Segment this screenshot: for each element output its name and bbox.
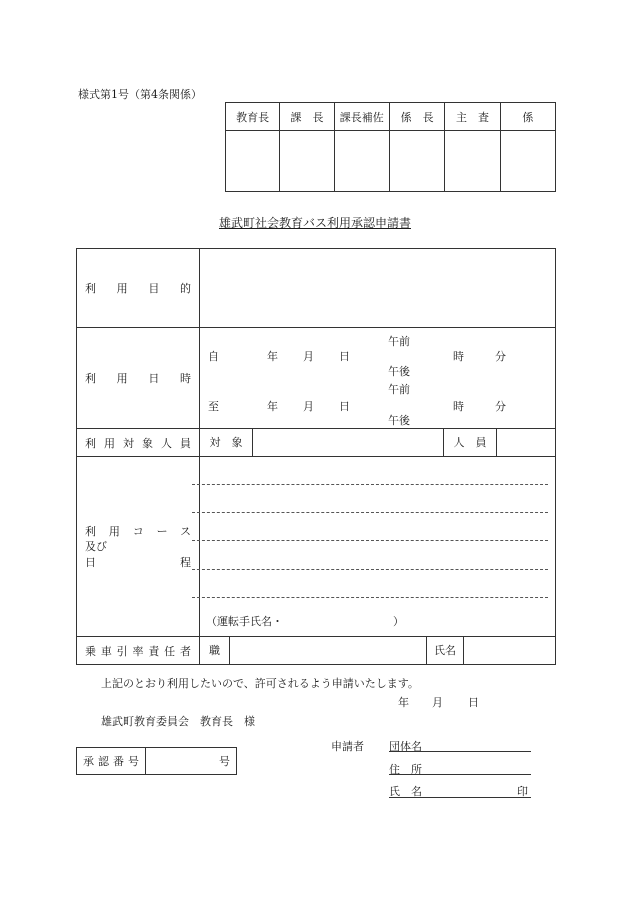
hour-label: 時 [453, 400, 464, 413]
date-day: 日 [468, 696, 479, 709]
stamp-box[interactable] [334, 131, 389, 192]
datetime-label-cell [77, 328, 200, 429]
leader-label-cell [77, 637, 200, 665]
target-input[interactable] [253, 429, 444, 456]
address-label: 住 所 [389, 763, 422, 776]
approval-stamp-table [225, 102, 556, 192]
approval-number-suffix: 号 [219, 755, 230, 768]
pm-label: 午後 [388, 365, 410, 378]
persons-input[interactable] [497, 429, 572, 456]
date-year: 年 [398, 696, 409, 709]
date-month: 月 [432, 696, 443, 709]
addressee: 雄武町教育委員会 教育長 様 [101, 715, 255, 728]
stamp-header: 係 長 [389, 103, 444, 131]
leader-label: 乗車引率責任者 [85, 644, 191, 658]
org-label: 団体名 [389, 740, 422, 753]
leader-name-input[interactable] [464, 637, 572, 664]
course-label-cell [77, 457, 200, 637]
year-label: 年 [267, 350, 278, 363]
datetime-field[interactable] [200, 328, 556, 429]
dotted-line [192, 512, 548, 513]
purpose-label: 利用目的 [85, 282, 191, 295]
driver-name-note: （運転手氏名・ ） [206, 615, 404, 628]
schedule-label: 日 程 [85, 556, 191, 569]
target-label: 利用対象人員 [85, 436, 191, 450]
month-label: 月 [303, 350, 314, 363]
stamp-header: 教育長 [226, 103, 280, 131]
target-field [200, 429, 556, 457]
am-label: 午前 [388, 383, 410, 396]
hour-label: 時 [453, 350, 464, 363]
day-label: 日 [339, 350, 350, 363]
to-label: 至 [208, 400, 219, 413]
dotted-line [192, 597, 548, 598]
purpose-field[interactable] [200, 249, 556, 328]
position-label: 職 [200, 637, 230, 664]
dotted-line [192, 569, 548, 570]
persons-label: 人 員 [444, 429, 497, 456]
applicant-label: 申請者 [331, 740, 364, 753]
stamp-header: 主 査 [445, 103, 500, 131]
target-sub-label: 対 象 [200, 429, 253, 456]
pm-label: 午後 [388, 414, 410, 427]
org-underline[interactable] [389, 751, 531, 752]
course-label: 利用コース [85, 525, 191, 538]
title-text: 雄武町社会教育バス利用承認申請書 [218, 216, 411, 230]
stamp-box[interactable] [500, 131, 555, 192]
stamp-box[interactable] [280, 131, 334, 192]
datetime-label: 利用日時 [85, 372, 191, 385]
minute-label: 分 [495, 350, 506, 363]
document-title [0, 214, 630, 231]
stamp-header: 係 [500, 103, 555, 131]
am-label: 午前 [388, 335, 410, 348]
stamp-header: 課 長 [280, 103, 334, 131]
name-underline[interactable] [389, 797, 531, 798]
approval-number-label-cell [77, 748, 146, 775]
address-underline[interactable] [389, 774, 531, 775]
target-label-cell [77, 429, 200, 457]
approval-number-field[interactable] [146, 748, 237, 775]
from-label: 自 [208, 350, 219, 363]
leader-name-label: 氏名 [427, 637, 464, 664]
stamp-box[interactable] [389, 131, 444, 192]
minute-label: 分 [495, 400, 506, 413]
seal-label: 印 [517, 785, 528, 798]
position-input[interactable] [230, 637, 427, 664]
year-label: 年 [267, 400, 278, 413]
dotted-line [192, 484, 548, 485]
applicant-name-label: 氏 名 [389, 785, 422, 798]
course-label-and: 及び [85, 540, 107, 553]
day-label: 日 [339, 400, 350, 413]
form-number: 様式第1号（第4条関係） [78, 88, 202, 101]
purpose-label-cell [77, 249, 200, 328]
dotted-line [192, 540, 548, 541]
stamp-header: 課長補佐 [334, 103, 389, 131]
stamp-box[interactable] [445, 131, 500, 192]
request-text: 上記のとおり利用したいので、許可されるよう申請いたします。 [101, 677, 419, 690]
month-label: 月 [303, 400, 314, 413]
approval-number-box [76, 747, 237, 775]
application-form-table [76, 248, 556, 665]
approval-number-label: 承認番号 [83, 755, 139, 768]
stamp-box[interactable] [226, 131, 280, 192]
leader-field [200, 637, 556, 665]
